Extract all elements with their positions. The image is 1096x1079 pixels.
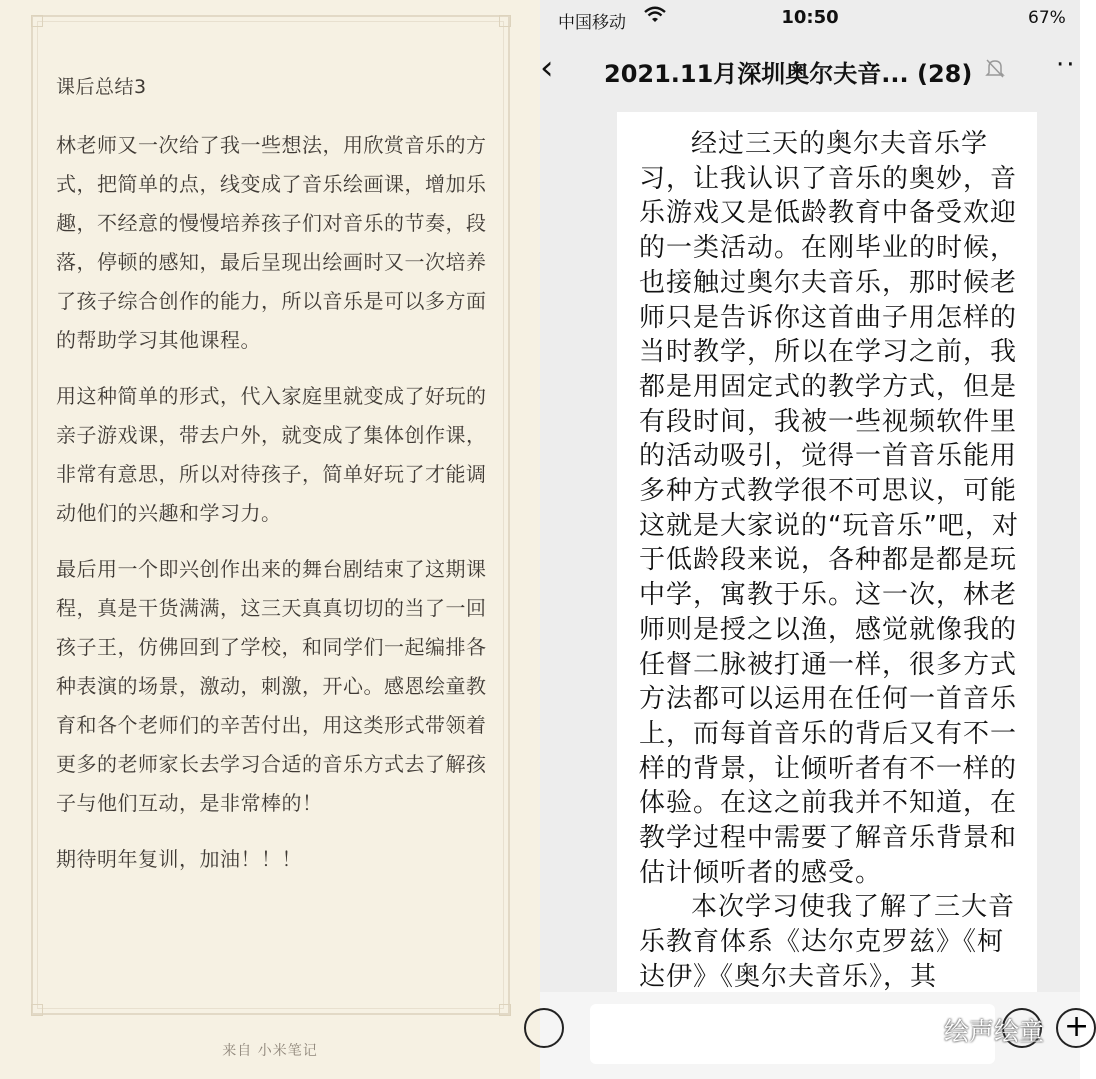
status-time: 10:50 [781, 7, 839, 28]
note-panel [0, 0, 540, 1079]
message-paragraph: 经过三天的奥尔夫音乐学习，让我认识了音乐的奥妙，音乐游戏又是低龄教育中备受欢迎的一类活动。在刚毕业的时候，也接触过奥尔夫音乐，那时候老师只是告诉你这首曲子用怎样的当时教学，所以在学习之前，我都是用固定式的教学方式，但是有段时间，我被一些视频软件里的活动吸引，觉得一首音乐能用多种方式教学很不可思议，可能这就是大家说的“玩音乐”吧，对于低龄段来说，各种都是都是玩中学，寓教于乐。这一次，林老师则是授之以渔，感觉就像我的任督二脉被打通一样，很多方式方法都可以运用在任何一首音乐上，而每首音乐的背后又有不一样的背景，让倾听者有不一样的体验。在这之前我并不知道，在教学过程中需要了解音乐背景和估计倾听者的感受。 [639, 129, 1019, 888]
message-text [617, 112, 1037, 995]
note-body [56, 68, 496, 896]
frame-corner-ornament [31, 15, 43, 27]
chat-screen [540, 0, 1090, 1079]
back-chevron-icon[interactable]: ‹ [540, 48, 554, 88]
frame-corner-ornament [31, 1004, 43, 1016]
watermark-text: 绘声绘童 [944, 1017, 1045, 1046]
watermark [908, 1010, 1080, 1050]
frame-corner-ornament [499, 15, 511, 27]
wechat-logo-icon [908, 1014, 940, 1048]
note-paragraph: 最后用一个即兴创作出来的舞台剧结束了这期课程，真是干货满满，这三天真真切切的当了一回孩子王，仿佛回到了学校，和同学们一起编排各种表演的场景，激动，刺激，开心。感恩绘童教育和各个老师们的辛苦付出，用这类形式带领着更多的老师家长去学习合适的音乐方式去了解孩子与他们互动，是非常棒的！ [56, 557, 487, 815]
note-paragraph: 期待明年复训，加油！！！ [56, 847, 302, 871]
note-source-footer: 来自 小米笔记 [222, 1043, 318, 1059]
message-bubble [617, 112, 1037, 992]
chat-title: 2021.11月深圳奥尔夫音... (28) [604, 60, 973, 88]
voice-input-icon[interactable] [524, 1008, 564, 1048]
battery-level: 67% [1028, 8, 1066, 28]
mute-bell-icon [986, 58, 1004, 82]
message-paragraph: 本次学习使我了解了三大音乐教育体系《达尔克罗兹》《柯达伊》《奥尔夫音乐》，其 [639, 892, 1016, 992]
note-paragraph: 用这种简单的形式，代入家庭里就变成了好玩的亲子游戏课，带去户外，就变成了集体创作课，非常有意思，所以对待孩子，简单好玩了才能调动他们的兴趣和学习力。 [56, 384, 487, 525]
note-paragraph: 林老师又一次给了我一些想法，用欣赏音乐的方式，把简单的点，线变成了音乐绘画课，增加乐趣，不经意的慢慢培养孩子们对音乐的节奏，段落，停顿的感知，最后呈现出绘画时又一次培养了孩子综合创作的能力，所以音乐是可以多方面的帮助学习其他课程。 [56, 133, 487, 352]
chat-nav-bar [540, 38, 1080, 102]
more-icon[interactable]: ·· [1056, 50, 1077, 80]
status-bar [540, 0, 1080, 36]
plus-icon[interactable]: + [1056, 1008, 1096, 1048]
frame-corner-ornament [499, 1004, 511, 1016]
note-title: 课后总结3 [56, 76, 147, 98]
carrier-label: 中国移动 [558, 13, 626, 33]
